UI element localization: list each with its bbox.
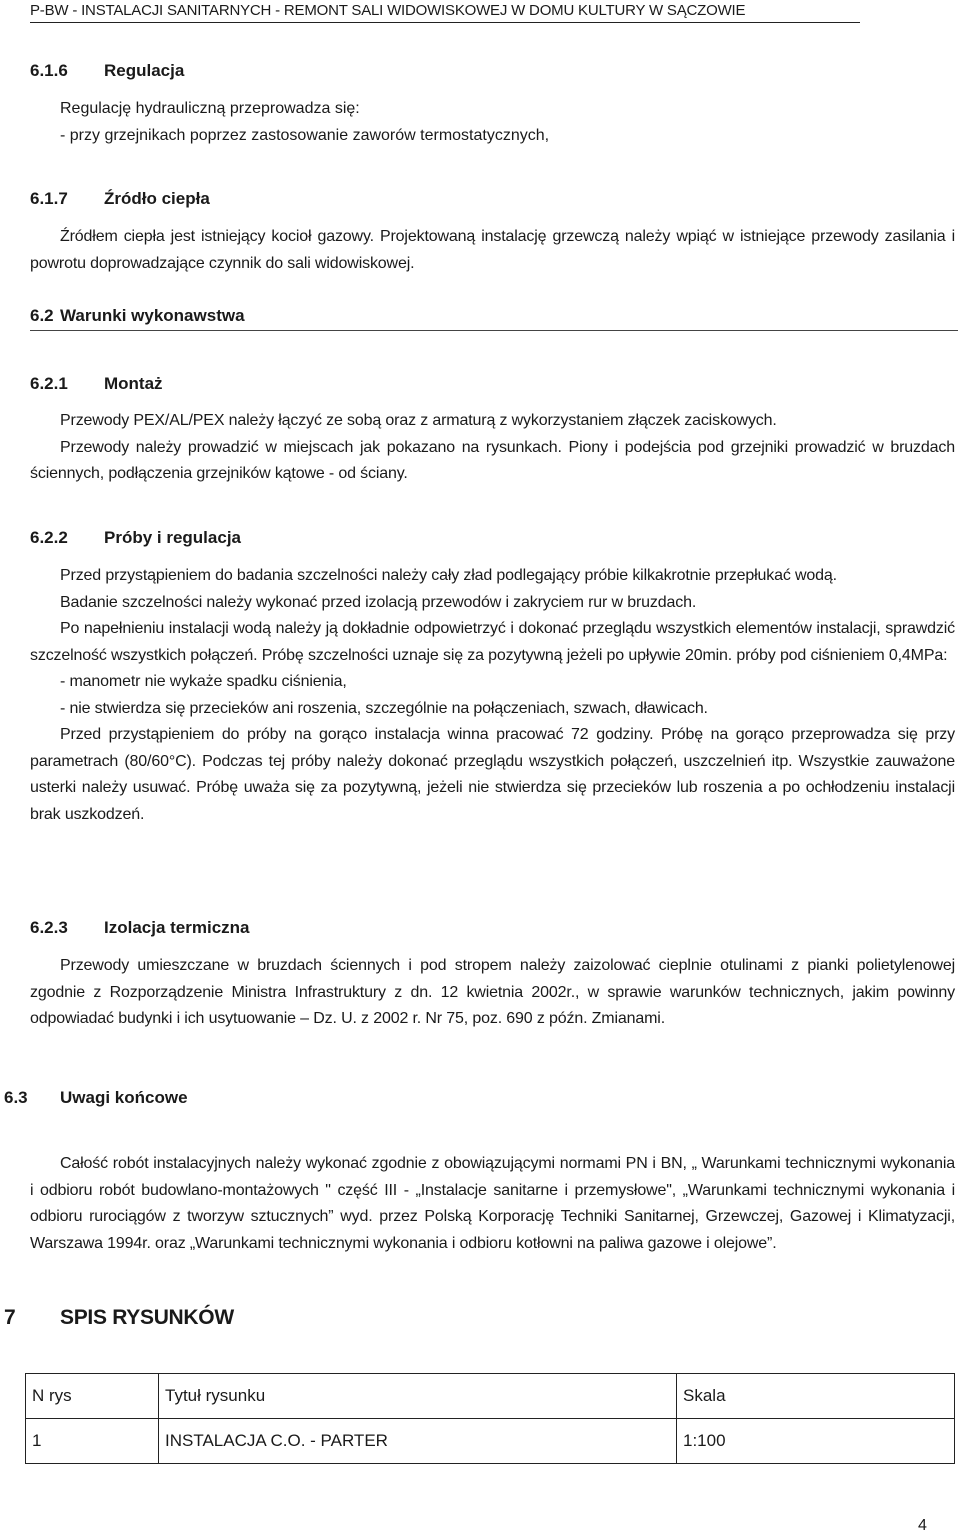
section-6-2-1-paragraph-1: Przewody PEX/AL/PEX należy łączyć ze sobą oraz z armaturą z wykorzystaniem złączek zaciskowych. <box>60 412 777 429</box>
section-6-2-title: Warunki wykonawstwa <box>60 306 245 325</box>
section-6-2-2-paragraph-1: Przed przystąpieniem do badania szczelności należy cały zład podlegający próbie kilkakrotnie przepłukać wodą. <box>60 567 837 584</box>
section-6-2-2-title: Próby i regulacja <box>104 528 241 547</box>
table-header-cell: N rys <box>26 1374 159 1419</box>
section-6-2-1-body <box>30 408 955 488</box>
table-header-cell: Skala <box>677 1374 955 1419</box>
section-6-2-1-title: Montaż <box>104 374 163 393</box>
section-6-1-6-line2: - przy grzejnikach poprzez zastosowanie zaworów termostatycznych, <box>60 127 550 144</box>
section-6-2-2-paragraph-2: Badanie szczelności należy wykonać przed izolacją przewodów i zakryciem rur w bruzdach. <box>60 593 697 611</box>
section-6-3-number: 6.3 <box>4 1088 28 1107</box>
section-6-3-paragraph-1: Całość robót instalacyjnych należy wykonać zgodnie z obowiązującymi normami PN i BN, „ Warunkami technicznymi wykonania i odbioru robót budowlano-montażowych " część III - „Instalacje sanitarne i przemysłowe", „Warunkami technicznymi wykonania i odbioru rurociągów z tworzyw sztucznych” wyd. przez Polską Korporację Techniki Sanitarnej, Grzewczej, Gazowej i Klimatyzacji, Warszawa 1994r. oraz „Warunkami technicznymi wykonania i odbioru kotłowni na paliwa gazowe i olejowe”. <box>30 1155 955 1252</box>
section-6-1-6-title: Regulacja <box>104 61 185 80</box>
section-6-1-6-number: 6.1.6 <box>30 61 68 80</box>
table-cell: 1 <box>26 1419 159 1464</box>
section-6-1-7-paragraph: Źródłem ciepła jest istniejący kocioł gazowy. Projektowaną instalację grzewczą należy wpiąć w istniejące przewody zasilania i powrotu doprowadzające czynnik do sali widowiskowej. <box>30 228 955 272</box>
section-6-2-3-title: Izolacja termiczna <box>104 918 250 937</box>
table-header-cell: Tytuł rysunku <box>159 1374 677 1419</box>
table-cell: 1:100 <box>677 1419 955 1464</box>
section-6-2-1-number: 6.2.1 <box>30 374 68 393</box>
section-6-2-2-bullet-1: - manometr nie wykaże spadku ciśnienia, <box>60 673 347 690</box>
section-divider <box>30 330 958 331</box>
section-6-1-7-title: Źródło ciepła <box>104 189 210 208</box>
section-6-1-7-number: 6.1.7 <box>30 189 68 208</box>
section-6-1-6-line1: Regulację hydrauliczną przeprowadza się: <box>60 100 360 117</box>
section-6-2-3-paragraph-1: Przewody umieszczane w bruzdach ściennych i pod stropem należy zaizolować cieplnie otulinami z pianki polietylenowej zgodnie z Rozporządzenie Ministra Infrastruktury z dn. 12 kwietnia 2002r., w sprawie warunków technicznych, jakim powinny odpowiadać budynki i ich usytuowanie – Dz. U. z 2002 r. Nr 75, poz. 690 z późn. Zmianami. <box>30 957 955 1027</box>
section-6-1-7-body <box>30 224 955 277</box>
drawings-table <box>25 1373 955 1464</box>
table-row <box>26 1419 955 1464</box>
section-6-2-2-body <box>30 563 955 828</box>
section-6-2-3-body <box>30 953 955 1033</box>
section-6-2-1-paragraph-2: Przewody należy prowadzić w miejscach jak pokazano na rysunkach. Piony i podejścia pod grzejniki prowadzić w bruzdach ściennych, podłączenia grzejników kątowe - od ściany. <box>30 438 955 482</box>
section-6-2-3-number: 6.2.3 <box>30 918 68 937</box>
chapter-7-title: SPIS RYSUNKÓW <box>60 1306 234 1329</box>
table-header-row <box>26 1374 955 1419</box>
page-number: 4 <box>918 1517 927 1534</box>
section-6-3-title: Uwagi końcowe <box>60 1088 188 1107</box>
table-cell: INSTALACJA C.O. - PARTER <box>159 1419 677 1464</box>
section-6-2-2-paragraph-4: Przed przystąpieniem do próby na gorąco instalacja winna pracować 72 godziny. Próbę na gorąco przeprowadza się przy parametrach (80/60°C). Podczas tej próby należy dokonać przeglądu wszystkich połączeń, uszczelnień itp. Wszystkie zauważone usterki należy usuwać. Próbę uważa się za pozytywną, jeżeli nie stwierdza się przecieków lub roszenia a po ochłodzeniu instalacji brak uszkodzeń. <box>30 726 955 823</box>
section-6-2-2-number: 6.2.2 <box>30 528 68 547</box>
page-header: P-BW - INSTALACJI SANITARNYCH - REMONT SALI WIDOWISKOWEJ W DOMU KULTURY W SĄCZOWIE <box>30 2 860 23</box>
chapter-7-number: 7 <box>4 1306 16 1329</box>
section-6-2-2-bullet-2: - nie stwierdza się przecieków ani roszenia, szczególnie na połączeniach, szwach, dławicach. <box>60 699 708 717</box>
section-6-3-body <box>30 1151 955 1257</box>
section-6-2-2-paragraph-3: Po napełnieniu instalacji wodą należy ją dokładnie odpowietrzyć i dokonać przeglądu wszystkich elementów instalacji, sprawdzić szczelność wszystkich połączeń. Próbę szczelności uznaje się za pozytywną jeżeli po upływie 20min. próby pod ciśnieniem 0,4MPa: <box>30 620 955 664</box>
section-6-2-number: 6.2 <box>30 306 54 325</box>
